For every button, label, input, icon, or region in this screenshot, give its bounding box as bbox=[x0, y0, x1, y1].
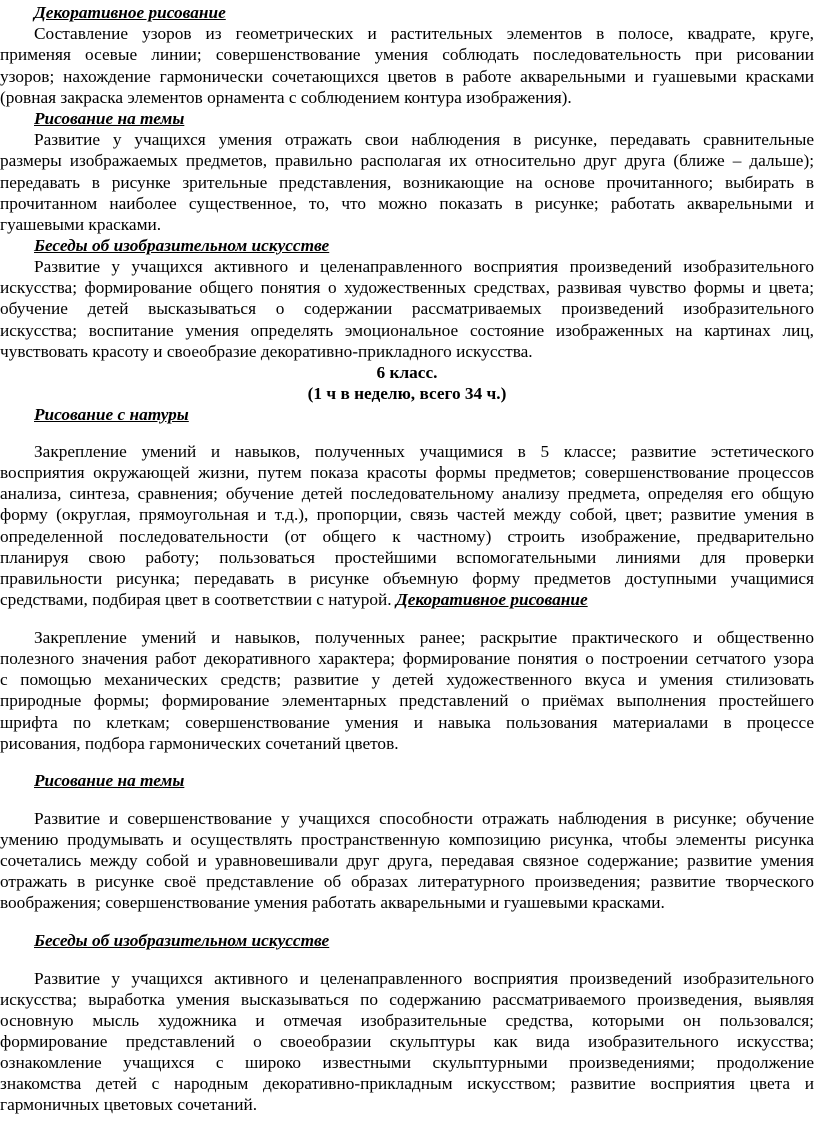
heading-still-life-drawing: Рисование с натуры bbox=[34, 405, 189, 424]
paragraph-line: с помощью механических средств; развитие у детей художественного вкуса и умения стилизовать bbox=[0, 670, 814, 689]
paragraph-line: Развитие и совершенствование у учащихся способности отражать наблюдения в рисунке; обучение bbox=[34, 809, 814, 828]
paragraph-line: формирование представлений о своеобразии скульптуры как вида изобразительного искусства; bbox=[0, 1032, 814, 1051]
grade-title: 6 класс. bbox=[376, 363, 438, 382]
paragraph-line: Составление узоров из геометрических и растительных элементов в полосе, квадрате, круге, bbox=[34, 24, 814, 43]
paragraph-line: сочетались между собой и уравновешивали друг друга, передавая связное содержание; развитие умения bbox=[0, 851, 814, 870]
paragraph-line: основную мысль художника и отмечая изобразительные средства, которыми он пользовался; bbox=[0, 1011, 814, 1030]
paragraph-line: гуашевыми красками. bbox=[0, 215, 162, 234]
paragraph-line: воображения; совершенствование умения работать акварельными и гуашевыми красками. bbox=[0, 893, 665, 912]
heading-art-talks: Беседы об изобразительном искусстве bbox=[34, 236, 330, 255]
heading-art-talks: Беседы об изобразительном искусстве bbox=[34, 931, 330, 950]
paragraph-line: искусства; формирование общего понятия о художественных средствах, развивая чувство формы и цвета; bbox=[0, 278, 814, 297]
paragraph-line: восприятия окружающей жизни, путем показа красоты формы предметов; совершенствование процессов bbox=[0, 463, 814, 482]
paragraph-line: применяя осевые линии; совершенствование умения соблюдать последовательность при рисовании bbox=[0, 45, 814, 64]
paragraph-line: природные формы; формирование элементарных представлений о приёмах выполнения простейшего bbox=[0, 691, 814, 710]
paragraph-line: чувствовать красоту и своеобразие декоративно-прикладного искусства. bbox=[0, 342, 533, 361]
paragraph-line: полезного значения работ декоративного характера; формирование понятия о построении сетчатого узора bbox=[0, 649, 814, 668]
paragraph-line: правильности рисунка; передавать в рисунке объемную форму предметов доступными учащимися bbox=[0, 569, 814, 588]
paragraph-line: гармоничных цветовых сочетаний. bbox=[0, 1095, 258, 1114]
heading-theme-drawing: Рисование на темы bbox=[34, 109, 185, 128]
paragraph-line: передавать в рисунке зрительные представления, возникающие на основе прочитанного; выбирать в bbox=[0, 173, 814, 192]
grade-hours: (1 ч в неделю, всего 34 ч.) bbox=[307, 384, 507, 403]
paragraph-line: шрифта по клеткам; совершенствование умения и навыка пользования материалами в процессе bbox=[0, 713, 814, 732]
paragraph-line: (ровная закраска элементов орнамента с соблюдением контура изображения). bbox=[0, 88, 572, 107]
paragraph-line: прочитанном наиболее существенное, то, что можно показать в рисунке; работать акварельными и bbox=[0, 194, 814, 213]
paragraph-line: искусства; выработка умения высказываться по содержанию рассматриваемого произведения, выявляя bbox=[0, 990, 814, 1009]
paragraph-text: средствами, подбирая цвет в соответствии с натурой. bbox=[0, 590, 392, 609]
paragraph-line: умению продумывать и осуществлять пространственную композицию рисунка, чтобы элементы рисунка bbox=[0, 830, 814, 849]
heading-theme-drawing: Рисование на темы bbox=[34, 771, 185, 790]
heading-decorative-drawing-inline: Декоративное рисование bbox=[395, 590, 588, 609]
paragraph-line: Закрепление умений и навыков, полученных учащимися в 5 классе; развитие эстетического bbox=[34, 442, 814, 461]
paragraph-line: Закрепление умений и навыков, полученных ранее; раскрытие практического и общественно bbox=[34, 628, 814, 647]
paragraph-line: Развитие у учащихся умения отражать свои наблюдения в рисунке, передавать сравнительные bbox=[34, 130, 814, 149]
paragraph-line bbox=[0, 589, 814, 610]
paragraph-line: рисования, подбора гармонических сочетаний цветов. bbox=[0, 734, 399, 753]
paragraph-line: планируя свою работу; пользоваться простейшими вспомогательными линиями для проверки bbox=[0, 548, 814, 567]
paragraph-line: форму (округлая, прямоугольная и т.д.), пропорции, связь частей между собой, цвет; развитие умения в bbox=[0, 505, 814, 524]
paragraph-line: отражать в рисунке своё представление об образах литературного произведения; развитие творческого bbox=[0, 872, 814, 891]
paragraph-line: определенной последовательности (от общего к частному) строить изображение, предварительно bbox=[0, 527, 814, 546]
paragraph-line: размеры изображаемых предметов, правильно располагая их относительно друг друга (ближе – дальше); bbox=[0, 151, 814, 170]
paragraph-line: искусства; воспитание умения определять эмоциональное состояние изображенных на картинах лиц, bbox=[0, 321, 814, 340]
heading-decorative-drawing: Декоративное рисование bbox=[34, 3, 226, 22]
paragraph-line: знакомства детей с народным декоративно-прикладным искусством; развитие восприятия цвета и bbox=[0, 1074, 814, 1093]
paragraph-line: ознакомление учащихся с широко известными скульптурными произведениями; продолжение bbox=[0, 1053, 814, 1072]
paragraph-line: узоров; нахождение гармонически сочетающихся цветов в работе акварельными и гуашевыми красками bbox=[0, 67, 814, 86]
paragraph-line: обучение детей высказываться о содержании рассматриваемых произведений изобразительного bbox=[0, 299, 814, 318]
paragraph-line: Развитие у учащихся активного и целенаправленного восприятия произведений изобразительного bbox=[34, 969, 814, 988]
paragraph-line: анализа, синтеза, сравнения; обучение детей последовательному анализу предмета, определяя его общую bbox=[0, 484, 814, 503]
paragraph-line: Развитие у учащихся активного и целенаправленного восприятия произведений изобразительного bbox=[34, 257, 814, 276]
